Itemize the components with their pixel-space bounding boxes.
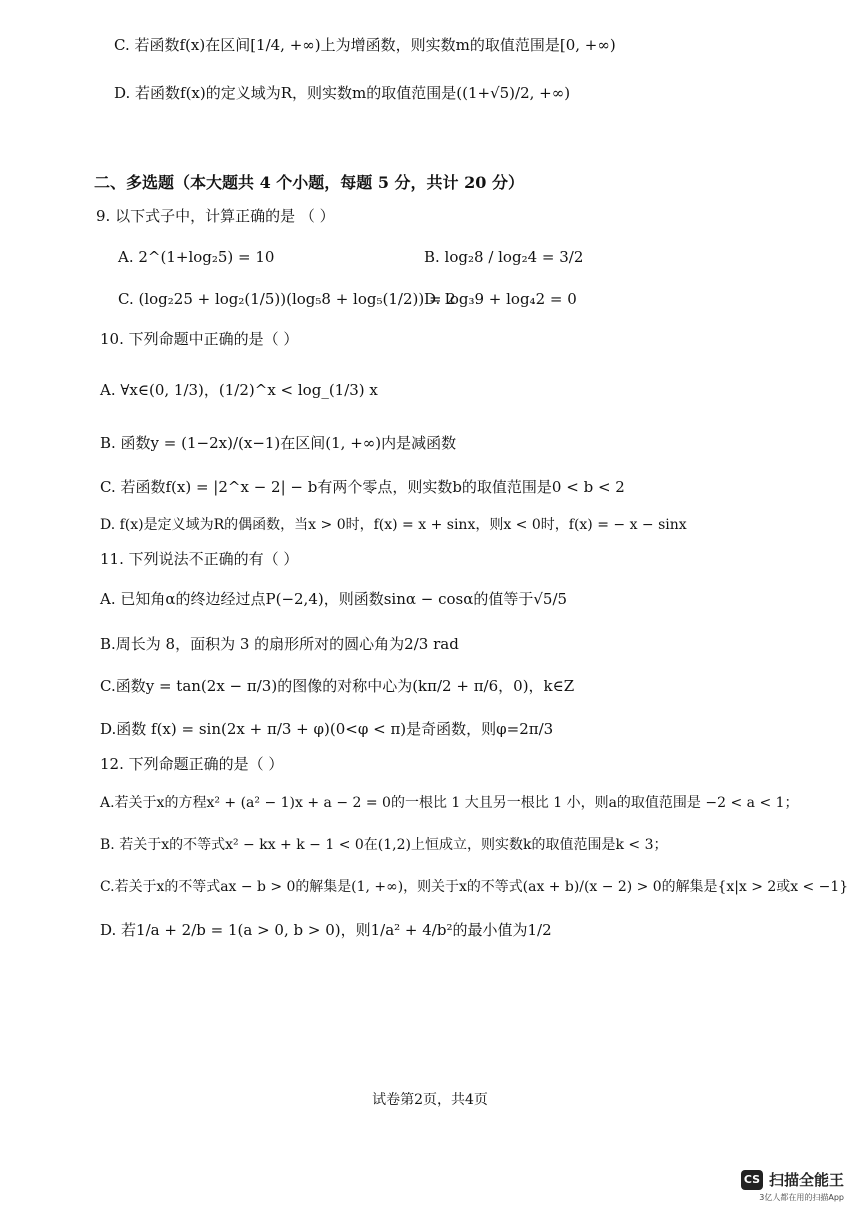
q12-option-b: B. 若关于x的不等式x² − kx + k − 1 < 0在(1,2)上恒成立，则实数k的取值范围是k < 3；	[100, 837, 668, 853]
question-9: 9. 以下式子中，计算正确的是 （ ）	[96, 207, 335, 225]
option-c-prev: C. 若函数f(x)在区间[1/4, +∞)上为增函数，则实数m的取值范围是[0, +∞)	[114, 36, 616, 54]
q11-option-b: B.周长为 8，面积为 3 的扇形所对的圆心角为2/3 rad	[100, 635, 459, 653]
scanner-watermark	[741, 1169, 844, 1203]
q12-option-d: D. 若1/a + 2/b = 1(a > 0, b > 0)，则1/a² + 4/b²的最小值为1/2	[100, 921, 552, 939]
q11-option-a: A. 已知角α的终边经过点P(−2,4)，则函数sinα − cosα的值等于√5/5	[100, 590, 568, 608]
watermark-tagline: 3亿人都在用的扫描App	[759, 1193, 844, 1202]
q12-option-c: C.若关于x的不等式ax − b > 0的解集是(1, +∞)，则关于x的不等式(ax + b)/(x − 2) > 0的解集是{x|x > 2或x < −1}	[100, 879, 849, 895]
question-11: 11. 下列说法不正确的有（ ）	[100, 550, 299, 568]
page-footer: 试卷第2页，共4页	[372, 1092, 488, 1108]
q10-option-b: B. 函数y = (1−2x)/(x−1)在区间(1, +∞)内是减函数	[100, 434, 457, 452]
q10-option-a: A. ∀x∈(0, 1/3)，(1/2)^x < log_(1/3) x	[100, 381, 378, 399]
watermark-name: 扫描全能王	[768, 1171, 844, 1189]
section-heading: 二、多选题（本大题共 4 个小题，每题 5 分，共计 20 分）	[94, 173, 524, 192]
q9-option-c: C. (log₂25 + log₂(1/5))(log₅8 + log₅(1/2)) = 2	[118, 290, 456, 308]
question-10: 10. 下列命题中正确的是（ ）	[100, 330, 299, 348]
q11-option-d: D.函数 f(x) = sin(2x + π/3 + φ)(0<φ < π)是奇函数，则φ=2π/3	[100, 720, 554, 738]
q9-option-a: A. 2^(1+log₂5) = 10	[118, 248, 275, 266]
q9-option-d: D. log₃9 + log₄2 = 0	[424, 290, 577, 308]
question-12: 12. 下列命题正确的是（ ）	[100, 755, 284, 773]
q12-option-a: A.若关于x的方程x² + (a² − 1)x + a − 2 = 0的一根比 1 大且另一根比 1 小，则a的取值范围是 −2 < a < 1；	[100, 795, 799, 811]
q11-option-c: C.函数y = tan(2x − π/3)的图像的对称中心为(kπ/2 + π/6，0)，k∈Z	[100, 677, 575, 695]
q9-option-b: B. log₂8 / log₂4 = 3/2	[424, 248, 584, 266]
camscanner-logo-icon: CS	[741, 1170, 763, 1190]
q10-option-c: C. 若函数f(x) = |2^x − 2| − b有两个零点，则实数b的取值范围是0 < b < 2	[100, 478, 625, 496]
option-d-prev: D. 若函数f(x)的定义域为R，则实数m的取值范围是((1+√5)/2, +∞)	[114, 84, 571, 102]
q10-option-d: D. f(x)是定义域为R的偶函数，当x > 0时，f(x) = x + sinx，则x < 0时，f(x) = − x − sinx	[100, 517, 687, 533]
